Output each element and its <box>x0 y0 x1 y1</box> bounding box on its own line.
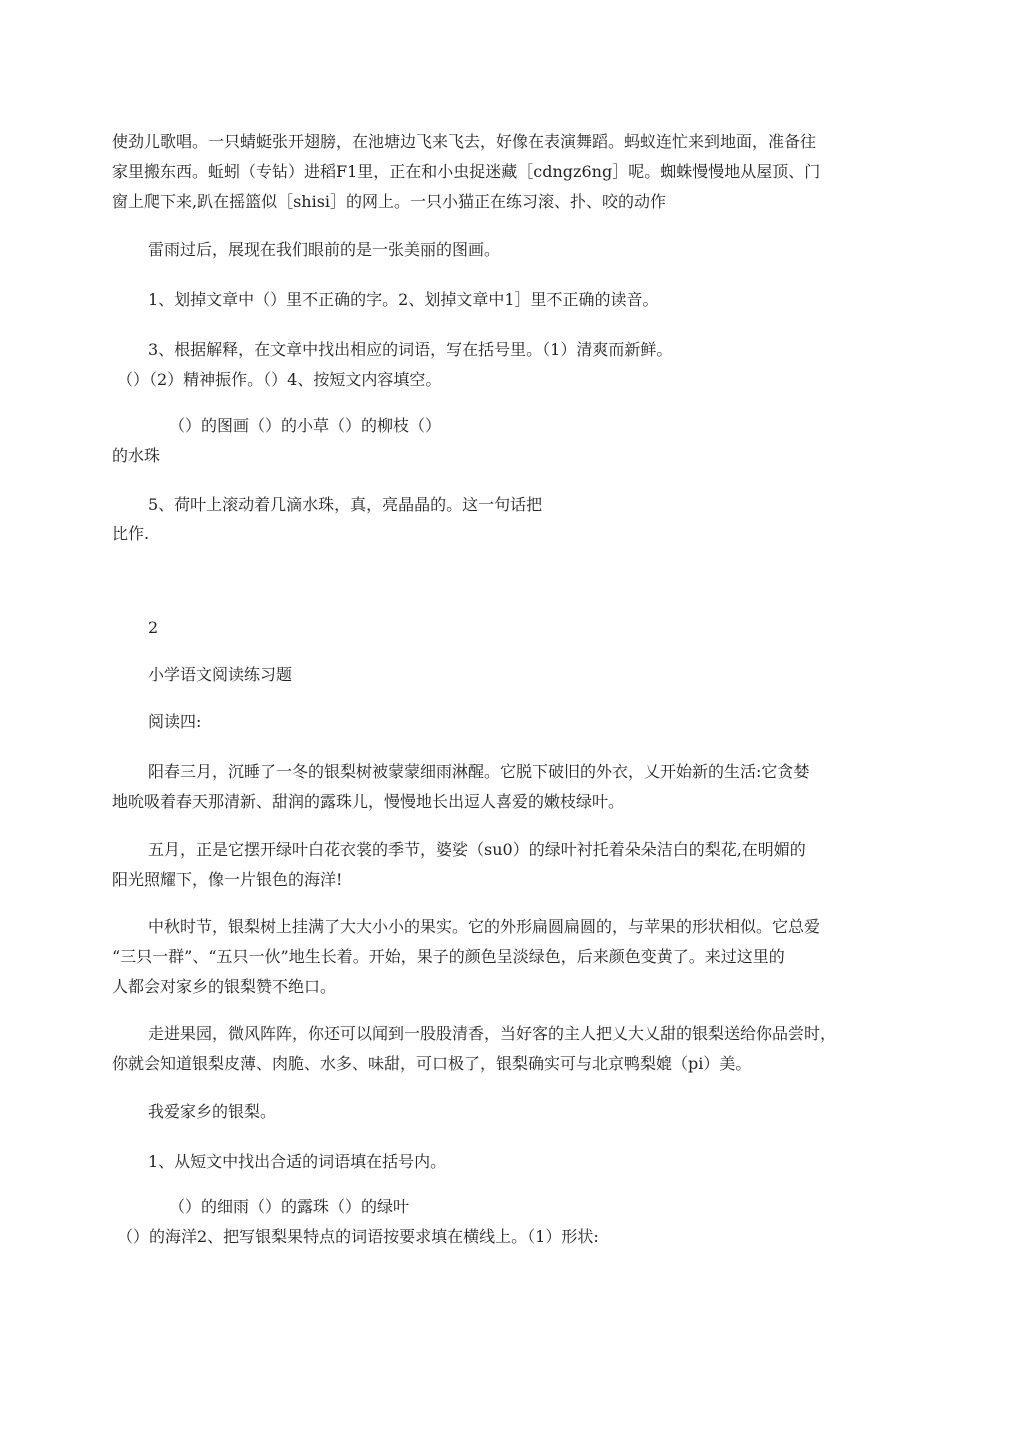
text-line: 人都会对家乡的银梨赞不绝口。 <box>112 977 337 996</box>
text-line: 1、从短文中找出合适的词语填在括号内。 <box>148 1152 447 1171</box>
text-line: 五月，正是它摆开绿叶白花衣裳的季节，婆娑（su0）的绿叶衬托着朵朵洁白的梨花,在明媚的 <box>148 840 806 859</box>
text-line: （）的细雨（）的露珠（）的绿叶 <box>169 1197 410 1216</box>
text-line: 1、划掉文章中（）里不正确的字。2、划掉文章中1］里不正确的读音。 <box>148 290 659 309</box>
text-line: 比作. <box>112 524 150 543</box>
text-line: 你就会知道银梨皮薄、肉脆、水多、味甜，可口极了，银梨确实可与北京鸭梨媲（pi）美。 <box>112 1054 752 1073</box>
text-line: 5、荷叶上滚动着几滴水珠，真，亮晶晶的。这一句话把 <box>148 495 543 514</box>
text-line: 我爱家乡的银梨。 <box>148 1102 277 1121</box>
page-number: 2 <box>148 618 159 637</box>
section-title: 小学语文阅读练习题 <box>148 665 293 684</box>
text-line: 中秋时节，银梨树上挂满了大大小小的果实。它的外形扁圆扁圆的，与苹果的形状相似。它总爱 <box>148 917 821 936</box>
text-line: 地吮吸着春天那清新、甜润的露珠儿，慢慢地长出逗人喜爱的嫩枝绿叶。 <box>112 792 625 811</box>
text-line: “三只一群”、“五只一伙”地生长着。开始，果子的颜色呈淡绿色，后来颜色变黄了。来过这里的 <box>112 947 785 966</box>
text-line: （）的海洋2、把写银梨果特点的词语按要求填在横线上。（1）形状: <box>117 1227 599 1246</box>
text-line: （）（2）精神振作。（）4、按短文内容填空。 <box>117 370 442 389</box>
reading-heading: 阅读四: <box>148 712 202 731</box>
text-line: 阳光照耀下，像一片银色的海洋! <box>112 870 343 889</box>
text-line: 阳春三月，沉睡了一冬的银梨树被蒙蒙细雨淋醒。它脱下破旧的外衣，乂开始新的生活:它贪婪 <box>148 762 810 781</box>
text-line: 走进果园，微风阵阵，你还可以闻到一股股清香，当好客的主人把乂大乂甜的银梨送给你品尝时， <box>148 1024 837 1043</box>
text-line: 的水珠 <box>112 446 161 465</box>
text-line: 雷雨过后，展现在我们眼前的是一张美丽的图画。 <box>148 240 501 259</box>
text-line: 窗上爬下来,趴在摇篮似［shisi］的网上。一只小猫正在练习滚、扑、咬的动作 <box>112 192 667 211</box>
text-line: 使劲儿歌唱。一只蜻蜓张开翅膀，在池塘边飞来飞去，好像在表演舞蹈。蚂蚁连忙来到地面，准备往 <box>112 132 817 151</box>
text-line: 3、根据解释，在文章中找出相应的词语，写在括号里。（1）清爽而新鲜。 <box>148 340 673 359</box>
text-line: 家里搬东西。蚯蚓（专钻）进稻F1里，正在和小虫捉迷藏［cdngz6ng］呢。蜘蛛慢慢地从屋顶、门 <box>112 162 821 181</box>
text-line: （）的图画（）的小草（）的柳枝（） <box>169 416 442 435</box>
